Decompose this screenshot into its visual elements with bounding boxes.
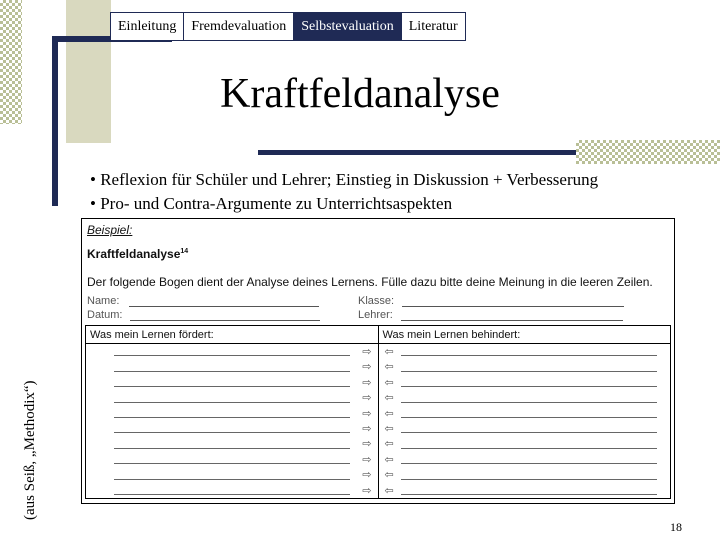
worksheet-image	[81, 218, 675, 504]
tab-literatur[interactable]: Literatur	[402, 13, 465, 40]
hindering-row	[379, 452, 671, 467]
arrow-left-icon: ⇦	[384, 452, 394, 466]
writing-line	[401, 494, 657, 495]
example-label: Beispiel:	[87, 223, 133, 237]
writing-line	[401, 386, 657, 387]
name-label: Name:	[87, 295, 120, 307]
writing-line	[401, 448, 657, 449]
writing-line	[114, 371, 350, 372]
promoting-row	[86, 375, 378, 390]
hindering-row	[379, 436, 671, 451]
worksheet-title	[87, 247, 188, 261]
source-caption: (aus Seiß, „Methodix“)	[22, 380, 38, 520]
writing-line	[114, 479, 350, 480]
hindering-row	[379, 467, 671, 482]
promoting-row	[86, 406, 378, 421]
arrow-right-icon: ⇨	[362, 452, 372, 466]
bullet-item: • Pro- und Contra-Argumente zu Unterrichtsaspekten	[90, 194, 453, 213]
arrow-left-icon: ⇦	[384, 437, 394, 451]
arrow-right-icon: ⇨	[362, 468, 372, 482]
promoting-column	[86, 326, 379, 498]
writing-line	[114, 417, 350, 418]
promoting-row	[86, 467, 378, 482]
tab-fremdevaluation[interactable]: Fremdevaluation	[184, 13, 294, 40]
writing-line	[114, 494, 350, 495]
hindering-row	[379, 344, 671, 359]
arrow-left-icon: ⇦	[384, 360, 394, 374]
klasse-line	[402, 297, 624, 307]
arrow-right-icon: ⇨	[362, 406, 372, 420]
bullet-item: • Reflexion für Schüler und Lehrer; Einstieg in Diskussion + Verbesserung	[90, 170, 599, 189]
worksheet-title-footnote: 14	[180, 248, 189, 255]
tab-einleitung[interactable]: Einleitung	[111, 13, 184, 40]
hindering-row	[379, 390, 671, 405]
arrow-left-icon: ⇦	[384, 345, 394, 358]
arrow-right-icon: ⇨	[362, 483, 372, 497]
promoting-row	[86, 452, 378, 467]
writing-line	[401, 463, 657, 464]
decorative-checker-right	[576, 140, 720, 164]
worksheet-title-text: Kraftfeldanalyse	[87, 247, 181, 261]
name-field	[87, 295, 319, 307]
datum-label: Datum:	[87, 309, 123, 321]
arrow-right-icon: ⇨	[362, 375, 372, 389]
promoting-header: Was mein Lernen fördert:	[86, 326, 378, 344]
writing-line	[114, 402, 350, 403]
writing-line	[401, 355, 657, 356]
datum-field	[87, 309, 320, 321]
arrow-right-icon: ⇨	[362, 421, 372, 435]
page-number: 18	[670, 520, 682, 534]
hindering-row	[379, 406, 671, 421]
arrow-left-icon: ⇦	[384, 468, 394, 482]
tab-selbstevaluation[interactable]: Selbstevaluation	[294, 13, 402, 40]
arrow-right-icon: ⇨	[362, 360, 372, 374]
arrow-left-icon: ⇦	[384, 483, 394, 497]
slide-title: Kraftfeldanalyse	[220, 71, 500, 117]
arrow-right-icon: ⇨	[362, 391, 372, 405]
bullet-list	[90, 168, 598, 216]
lehrer-line	[401, 311, 623, 321]
promoting-row	[86, 483, 378, 498]
lehrer-label: Lehrer:	[358, 309, 393, 321]
writing-line	[401, 479, 657, 480]
writing-line	[114, 432, 350, 433]
writing-line	[114, 448, 350, 449]
hindering-column	[379, 326, 671, 498]
analysis-table	[85, 325, 671, 499]
worksheet-instruction: Der folgende Bogen dient der Analyse deines Lernens. Fülle dazu bitte deine Meinung in die leeren Zeilen.	[87, 275, 653, 289]
arrow-right-icon: ⇨	[362, 345, 372, 358]
datum-line	[130, 311, 320, 321]
klasse-field	[358, 295, 624, 307]
writing-line	[401, 432, 657, 433]
promoting-row	[86, 436, 378, 451]
writing-line	[401, 402, 657, 403]
hindering-row	[379, 375, 671, 390]
decorative-navy-bar-vertical	[52, 36, 58, 206]
hindering-row	[379, 421, 671, 436]
arrow-right-icon: ⇨	[362, 437, 372, 451]
writing-line	[114, 463, 350, 464]
klasse-label: Klasse:	[358, 295, 395, 307]
hindering-row	[379, 359, 671, 374]
promoting-row	[86, 344, 378, 359]
writing-line	[401, 417, 657, 418]
promoting-row	[86, 390, 378, 405]
hindering-row	[379, 483, 671, 498]
lehrer-field	[358, 309, 623, 321]
writing-line	[401, 371, 657, 372]
arrow-left-icon: ⇦	[384, 391, 394, 405]
hindering-header: Was mein Lernen behindert:	[379, 326, 671, 344]
promoting-row	[86, 359, 378, 374]
name-line	[129, 297, 319, 307]
promoting-row	[86, 421, 378, 436]
writing-line	[114, 386, 350, 387]
top-navigation	[110, 12, 466, 41]
arrow-left-icon: ⇦	[384, 406, 394, 420]
arrow-left-icon: ⇦	[384, 375, 394, 389]
writing-line	[114, 355, 350, 356]
arrow-left-icon: ⇦	[384, 421, 394, 435]
